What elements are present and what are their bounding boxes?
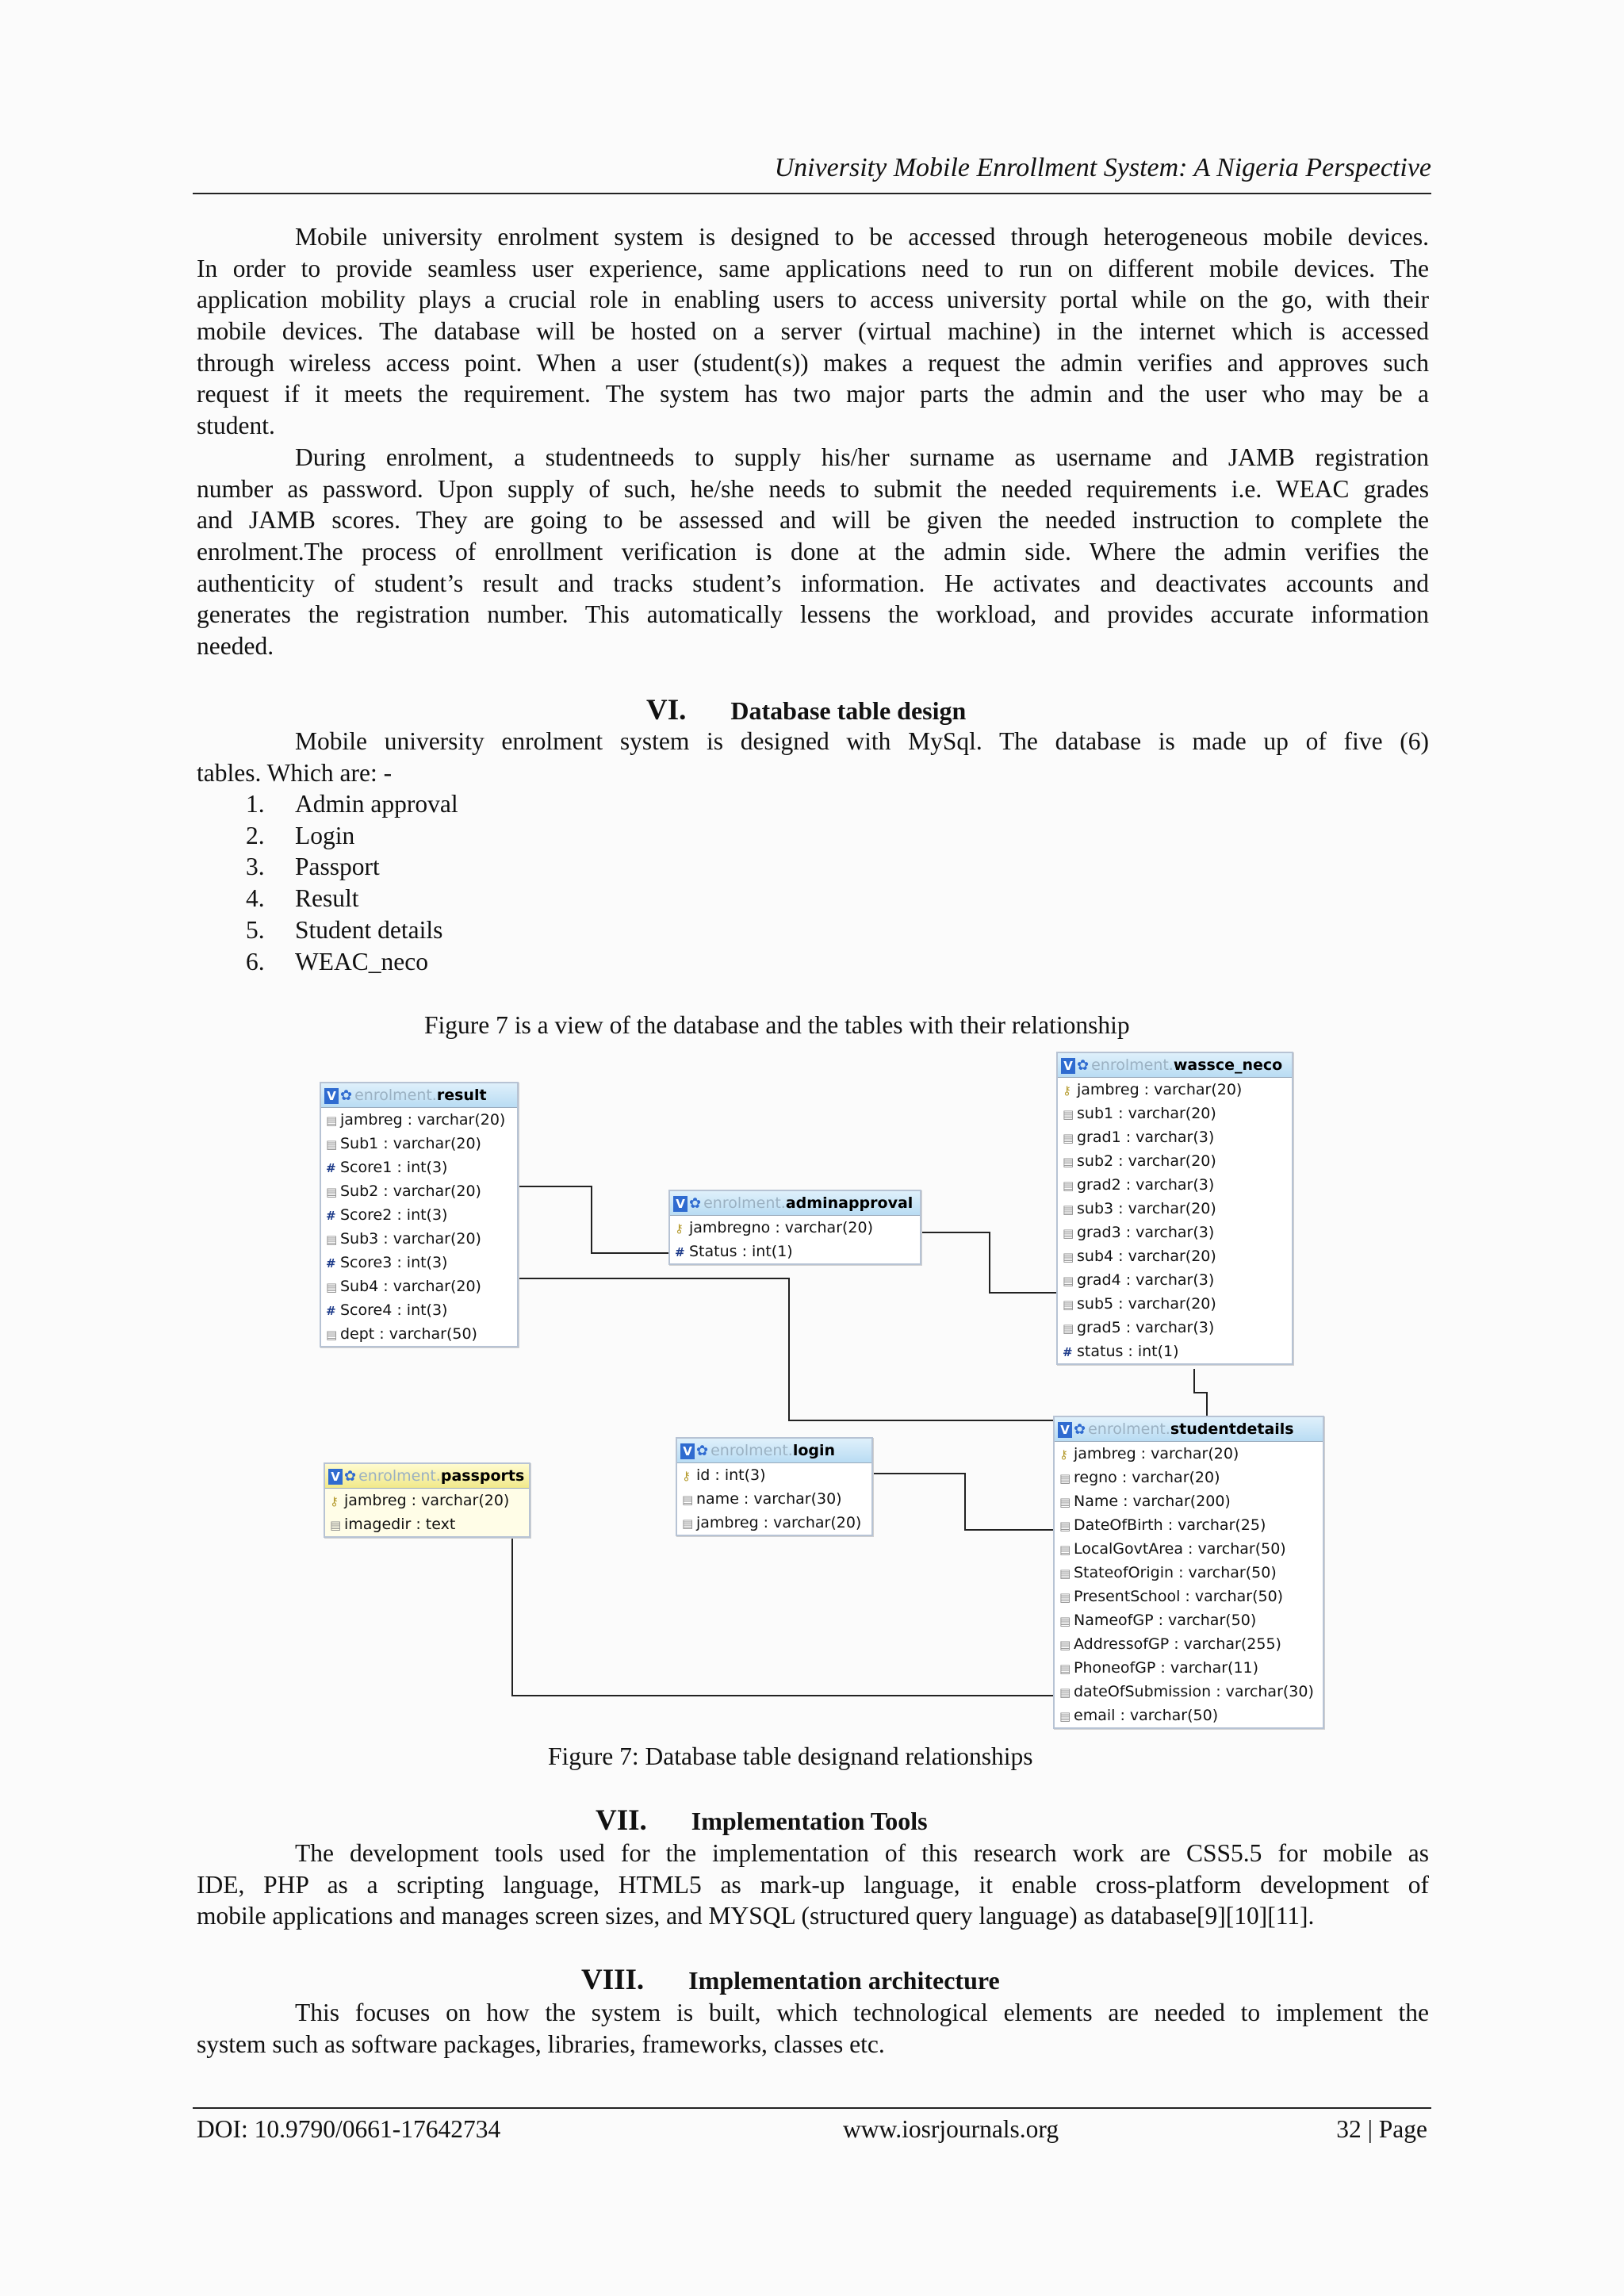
paragraph-database-intro xyxy=(197,726,1429,788)
paragraph-system-overview xyxy=(197,221,1429,442)
section-title: Implementation architecture xyxy=(688,1966,1000,1995)
field-text: sub3 : varchar(20) xyxy=(1077,1200,1216,1217)
paragraph-implementation-tools xyxy=(197,1838,1429,1932)
field-text: imagedir : text xyxy=(344,1516,456,1533)
key-icon: ⚷ xyxy=(682,1469,691,1483)
text-line: mobile applications and manages screen sizes, and MYSQL (structured query language) as database[9][10][11]. xyxy=(197,1902,1315,1930)
field-text: dept : varchar(50) xyxy=(340,1325,477,1343)
field-row xyxy=(1058,1340,1292,1363)
field-row xyxy=(321,1132,517,1156)
gear-icon: ✿ xyxy=(696,1442,709,1459)
field-row xyxy=(1058,1292,1292,1316)
figure-caption: Figure 7: Database table designand relationships xyxy=(548,1742,1033,1770)
text-field-icon: ▤ xyxy=(330,1518,342,1532)
field-row xyxy=(321,1156,517,1179)
table-header xyxy=(677,1439,871,1463)
key-icon: ⚷ xyxy=(1063,1083,1071,1098)
link-adminapproval-wassce xyxy=(920,1232,1056,1293)
text-line: student. xyxy=(197,412,275,440)
gear-icon: ✿ xyxy=(689,1194,702,1212)
list-number: 1. xyxy=(246,790,265,818)
text-field-icon: ▤ xyxy=(1063,1321,1074,1336)
section-title: Implementation Tools xyxy=(691,1807,928,1835)
field-row xyxy=(677,1511,871,1535)
field-text: Sub2 : varchar(20) xyxy=(340,1182,481,1200)
field-text: LocalGovtArea : varchar(50) xyxy=(1074,1540,1286,1558)
figure-intro: Figure 7 is a view of the database and the tables with their relationship xyxy=(424,1011,1130,1039)
field-row xyxy=(1058,1102,1292,1125)
field-row xyxy=(1055,1489,1323,1513)
field-row xyxy=(321,1274,517,1298)
section-heading-vii xyxy=(596,1805,928,1837)
text-field-icon: ▤ xyxy=(1059,1685,1071,1700)
table-name: result xyxy=(436,1087,487,1104)
text-field-icon: ▤ xyxy=(1063,1131,1074,1145)
field-row xyxy=(1058,1125,1292,1149)
list-label: Login xyxy=(295,821,355,849)
field-text: PhoneofGP : varchar(11) xyxy=(1074,1659,1259,1677)
gear-icon: ✿ xyxy=(1074,1420,1086,1438)
numeric-field-icon: # xyxy=(326,1209,336,1223)
field-row xyxy=(677,1463,871,1487)
text-line: through wireless access point. When a user (student(s)) makes a request the admin verifies and approves such xyxy=(197,348,1429,377)
field-text: jambreg : varchar(20) xyxy=(340,1111,506,1129)
schema-name: enrolment. xyxy=(703,1194,786,1212)
text-field-icon: ▤ xyxy=(1063,1250,1074,1264)
text-field-icon: ▤ xyxy=(326,1114,338,1128)
schema-name: enrolment. xyxy=(710,1442,793,1459)
field-text: grad5 : varchar(3) xyxy=(1077,1319,1215,1336)
field-text: sub1 : varchar(20) xyxy=(1077,1105,1216,1122)
numeric-field-icon: # xyxy=(326,1256,336,1271)
section-heading-viii xyxy=(581,1964,1000,1996)
field-text: Score2 : int(3) xyxy=(340,1206,448,1224)
section-number: VIII. xyxy=(581,1964,645,1996)
field-text: NameofGP : varchar(50) xyxy=(1074,1612,1257,1629)
field-row xyxy=(1055,1466,1323,1489)
link-wassce-studentdetails xyxy=(1194,1369,1207,1416)
field-text: sub2 : varchar(20) xyxy=(1077,1152,1216,1170)
field-text: regno : varchar(20) xyxy=(1074,1469,1220,1486)
key-icon: ⚷ xyxy=(1059,1447,1068,1462)
field-text: Sub1 : varchar(20) xyxy=(340,1135,481,1152)
list-label: WEAC_neco xyxy=(295,947,428,976)
field-row xyxy=(1055,1632,1323,1656)
text-field-icon: ▤ xyxy=(1063,1226,1074,1240)
text-line: request if it meets the requirement. The system has two major parts the admin and the user who may be a xyxy=(197,380,1429,408)
field-text: AddressofGP : varchar(255) xyxy=(1074,1635,1281,1653)
list-item xyxy=(246,788,458,820)
text-field-icon: ▤ xyxy=(1059,1495,1071,1509)
text-field-icon: ▤ xyxy=(326,1328,338,1342)
table-name: login xyxy=(792,1442,836,1459)
field-row xyxy=(325,1512,529,1536)
schema-name: enrolment. xyxy=(358,1467,441,1485)
link-passports-studentdetails xyxy=(512,1502,1053,1696)
text-field-icon: ▤ xyxy=(1059,1543,1071,1557)
text-field-icon: ▤ xyxy=(1059,1519,1071,1533)
footer-page-number: 32 | Page xyxy=(1336,2115,1427,2143)
list-number: 4. xyxy=(246,884,265,913)
list-item xyxy=(246,946,458,978)
field-row xyxy=(321,1108,517,1132)
text-line: and JAMB scores. They are going to be assessed and will be given the needed instruction to complete the xyxy=(197,506,1429,535)
field-text: DateOfBirth : varchar(25) xyxy=(1074,1516,1266,1534)
field-text: grad3 : varchar(3) xyxy=(1077,1224,1215,1241)
footer-doi: DOI: 10.9790/0661-17642734 xyxy=(197,2115,501,2143)
table-passports[interactable] xyxy=(324,1462,530,1538)
field-text: grad1 : varchar(3) xyxy=(1077,1129,1215,1146)
text-field-icon: ▤ xyxy=(1063,1155,1074,1169)
section-heading-vi xyxy=(646,695,966,726)
text-field-icon: ▤ xyxy=(682,1516,694,1531)
section-title: Database table design xyxy=(730,696,967,725)
list-label: Passport xyxy=(295,853,380,881)
field-text: Name : varchar(200) xyxy=(1074,1493,1231,1510)
table-studentdetails[interactable] xyxy=(1053,1416,1324,1729)
key-icon: ⚷ xyxy=(330,1494,339,1508)
field-row xyxy=(1058,1173,1292,1197)
text-line: system such as software packages, libraries, frameworks, classes etc. xyxy=(197,2030,885,2058)
field-row xyxy=(1055,1656,1323,1680)
gear-icon: ✿ xyxy=(340,1087,353,1104)
field-row xyxy=(321,1179,517,1203)
text-field-icon: ▤ xyxy=(1059,1614,1071,1628)
table-name: studentdetails xyxy=(1170,1420,1294,1438)
field-text: Sub4 : varchar(20) xyxy=(340,1278,481,1295)
field-row xyxy=(325,1489,529,1512)
text-field-icon: ▤ xyxy=(1059,1566,1071,1581)
text-line: authenticity of student’s result and tracks student’s information. He activates and deactivates accounts and xyxy=(197,569,1429,597)
running-head: University Mobile Enrollment System: A Nigeria Perspective xyxy=(774,153,1431,182)
field-text: StateofOrigin : varchar(50) xyxy=(1074,1564,1277,1581)
gear-icon: ✿ xyxy=(344,1467,357,1485)
field-text: status : int(1) xyxy=(1077,1343,1179,1360)
field-text: PresentSchool : varchar(50) xyxy=(1074,1588,1284,1605)
table-header xyxy=(1055,1417,1323,1442)
field-row xyxy=(1055,1442,1323,1466)
field-text: dateOfSubmission : varchar(30) xyxy=(1074,1683,1314,1700)
text-line: This focuses on how the system is built, which technological elements are needed to implement the xyxy=(295,1999,1429,2026)
field-row xyxy=(670,1216,920,1240)
field-row xyxy=(1055,1680,1323,1704)
list-label: Student details xyxy=(295,915,443,944)
field-row xyxy=(321,1203,517,1227)
field-text: name : varchar(30) xyxy=(696,1490,842,1508)
text-field-icon: ▤ xyxy=(1063,1202,1074,1217)
section-number: VII. xyxy=(596,1804,647,1837)
text-field-icon: ▤ xyxy=(1059,1638,1071,1652)
text-line: mobile devices. The database will be hosted on a server (virtual machine) in the internet which is accessed xyxy=(197,317,1429,346)
field-row xyxy=(321,1227,517,1251)
schema-name: enrolment. xyxy=(1088,1420,1170,1438)
text-line: enrolment.The process of enrollment verification is done at the admin side. Where the admin verifies the xyxy=(197,538,1429,566)
field-row xyxy=(321,1298,517,1322)
field-row xyxy=(1058,1244,1292,1268)
link-result-studentdetails xyxy=(517,1278,1053,1420)
field-row xyxy=(1058,1078,1292,1102)
view-icon: V xyxy=(680,1443,695,1459)
text-line: In order to provide seamless user experience, same applications need to run on different mobile devices. The xyxy=(197,254,1429,282)
list-label: Admin approval xyxy=(295,790,458,818)
text-line: number as password. Upon supply of such, he/she needs to submit the needed requirements i.e. WEAC grades xyxy=(197,474,1429,503)
footer-rule xyxy=(193,2107,1431,2109)
field-row xyxy=(321,1251,517,1274)
field-text: Status : int(1) xyxy=(689,1243,793,1260)
list-item xyxy=(246,883,458,914)
text-line: tables. Which are: - xyxy=(197,758,393,787)
text-field-icon: ▤ xyxy=(1063,1297,1074,1312)
text-field-icon: ▤ xyxy=(326,1185,338,1199)
field-row xyxy=(1058,1268,1292,1292)
field-row xyxy=(1055,1561,1323,1585)
field-row xyxy=(1055,1704,1323,1727)
text-line: The development tools used for the implementation of this research work are CSS5.5 for mobile as xyxy=(295,1839,1429,1867)
text-field-icon: ▤ xyxy=(1059,1709,1071,1723)
view-icon: V xyxy=(1061,1058,1075,1074)
field-row xyxy=(1058,1316,1292,1340)
header-rule xyxy=(193,193,1431,194)
table-header xyxy=(1058,1053,1292,1078)
field-text: grad2 : varchar(3) xyxy=(1077,1176,1215,1194)
text-line: Mobile university enrolment system is designed to be accessed through heterogeneous mobile devices. xyxy=(295,223,1429,251)
numeric-field-icon: # xyxy=(675,1245,685,1259)
schema-name: enrolment. xyxy=(354,1087,437,1104)
list-number: 5. xyxy=(246,915,265,944)
list-number: 6. xyxy=(246,947,265,976)
numeric-field-icon: # xyxy=(326,1304,336,1318)
text-line: Mobile university enrolment system is designed with MySql. The database is made up of five (6) xyxy=(295,727,1429,755)
list-item xyxy=(246,851,458,883)
table-name: adminapproval xyxy=(785,1194,914,1212)
section-number: VI. xyxy=(646,694,687,726)
table-header xyxy=(670,1191,920,1216)
text-line: generates the registration number. This automatically lessens the workload, and provides accurate information xyxy=(197,600,1429,629)
view-icon: V xyxy=(1058,1422,1072,1438)
text-field-icon: ▤ xyxy=(1063,1179,1074,1193)
field-text: jambregno : varchar(20) xyxy=(689,1219,874,1236)
list-item xyxy=(246,914,458,946)
list-number: 2. xyxy=(246,821,265,849)
table-header xyxy=(325,1464,529,1489)
field-text: id : int(3) xyxy=(696,1466,766,1484)
field-row xyxy=(1058,1149,1292,1173)
text-line: IDE, PHP as a scripting language, HTML5 as mark-up language, it enable cross-platform development of xyxy=(197,1870,1429,1899)
link-login-studentdetails xyxy=(871,1474,1053,1530)
field-text: jambreg : varchar(20) xyxy=(344,1492,510,1509)
text-field-icon: ▤ xyxy=(326,1232,338,1247)
text-field-icon: ▤ xyxy=(1063,1274,1074,1288)
text-line: During enrolment, a studentneeds to supply his/her surname as username and JAMB registration xyxy=(295,443,1429,471)
text-field-icon: ▤ xyxy=(1059,1471,1071,1485)
field-text: Sub3 : varchar(20) xyxy=(340,1230,481,1248)
list-label: Result xyxy=(295,884,359,913)
paragraph-enrolment-process xyxy=(197,442,1429,662)
text-field-icon: ▤ xyxy=(682,1493,694,1507)
field-text: Score1 : int(3) xyxy=(340,1159,448,1176)
table-name: passports xyxy=(440,1467,525,1485)
field-text: jambreg : varchar(20) xyxy=(696,1514,862,1531)
table-login[interactable] xyxy=(676,1437,873,1536)
view-icon: V xyxy=(324,1088,339,1104)
list-item xyxy=(246,820,458,852)
field-row xyxy=(1055,1608,1323,1632)
table-list xyxy=(246,788,458,977)
gear-icon: ✿ xyxy=(1077,1056,1090,1074)
key-icon: ⚷ xyxy=(675,1221,684,1236)
footer-website: www.iosrjournals.org xyxy=(843,2115,1059,2143)
field-row xyxy=(677,1487,871,1511)
schema-name: enrolment. xyxy=(1091,1056,1174,1074)
field-row xyxy=(1055,1537,1323,1561)
field-text: sub4 : varchar(20) xyxy=(1077,1248,1216,1265)
text-field-icon: ▤ xyxy=(326,1137,338,1152)
field-text: Score3 : int(3) xyxy=(340,1254,448,1271)
field-text: Score4 : int(3) xyxy=(340,1301,448,1319)
text-field-icon: ▤ xyxy=(1059,1590,1071,1604)
text-line: needed. xyxy=(197,632,274,661)
table-header xyxy=(321,1083,517,1108)
field-row xyxy=(670,1240,920,1263)
field-text: jambreg : varchar(20) xyxy=(1077,1081,1243,1098)
field-text: jambreg : varchar(20) xyxy=(1074,1445,1239,1462)
field-row xyxy=(1058,1197,1292,1221)
table-result[interactable] xyxy=(320,1082,519,1347)
table-adminapproval[interactable] xyxy=(668,1190,921,1265)
field-text: grad4 : varchar(3) xyxy=(1077,1271,1215,1289)
field-row xyxy=(1055,1585,1323,1608)
view-icon: V xyxy=(673,1196,688,1212)
list-number: 3. xyxy=(246,853,265,881)
field-text: email : varchar(50) xyxy=(1074,1707,1219,1724)
text-field-icon: ▤ xyxy=(326,1280,338,1294)
link-result-adminapproval xyxy=(517,1186,668,1253)
paragraph-implementation-architecture xyxy=(197,1997,1429,2060)
table-wassce-neco[interactable] xyxy=(1056,1052,1293,1365)
field-row xyxy=(1055,1513,1323,1537)
numeric-field-icon: # xyxy=(326,1161,336,1175)
field-text: sub5 : varchar(20) xyxy=(1077,1295,1216,1313)
text-field-icon: ▤ xyxy=(1059,1662,1071,1676)
table-name: wassce_neco xyxy=(1173,1056,1283,1074)
numeric-field-icon: # xyxy=(1063,1345,1073,1359)
view-icon: V xyxy=(328,1469,343,1485)
field-row xyxy=(1058,1221,1292,1244)
text-field-icon: ▤ xyxy=(1063,1107,1074,1121)
text-line: application mobility plays a crucial role in enabling users to access university portal while on the go, with their xyxy=(197,286,1429,314)
field-row xyxy=(321,1322,517,1346)
